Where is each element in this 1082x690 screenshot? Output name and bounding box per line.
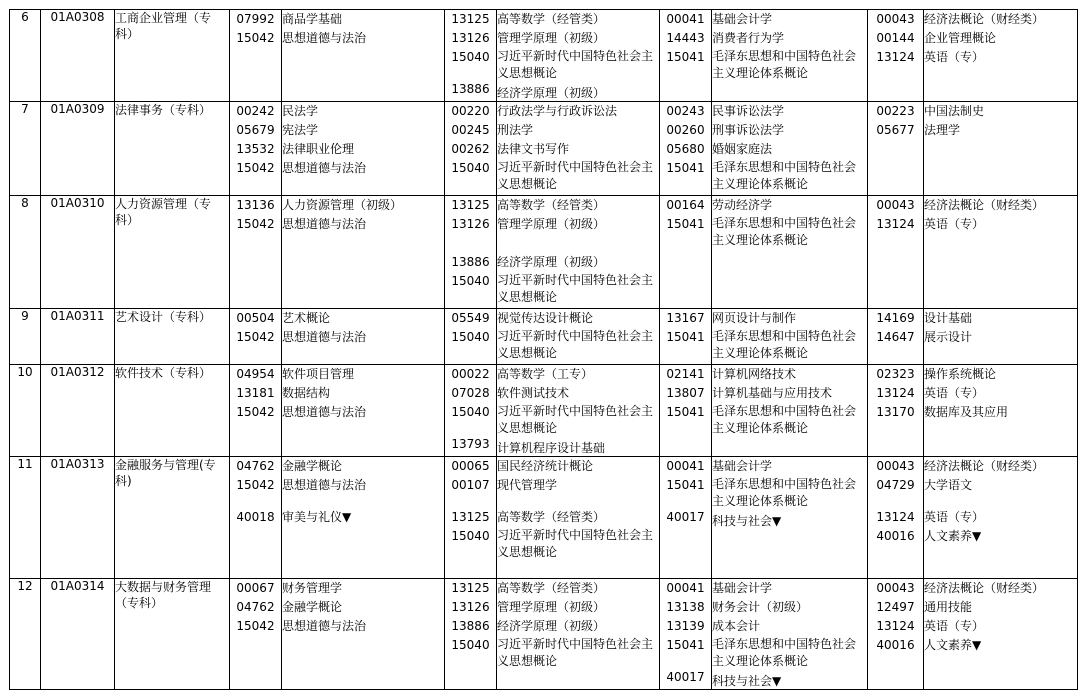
course-name: 审美与礼仪▼ xyxy=(282,510,352,524)
course-name: 毛泽东思想和中国特色社会主义理论体系概论 xyxy=(712,477,857,508)
course-names-col1 xyxy=(282,196,445,309)
course-code: 05680 xyxy=(666,142,705,156)
course-code: 05679 xyxy=(236,123,275,137)
course-code: 15041 xyxy=(666,478,705,492)
table-row xyxy=(10,309,1078,365)
table-row xyxy=(10,102,1078,196)
course-code: 14169 xyxy=(876,311,915,325)
course-name: 婚姻家庭法 xyxy=(712,142,773,156)
course-code: 15040 xyxy=(451,161,490,175)
course-code: 13170 xyxy=(876,405,915,419)
course-name: 经济学原理（初级） xyxy=(497,255,606,269)
course-name: 劳动经济学 xyxy=(712,198,773,212)
course-code: 13886 xyxy=(451,255,490,269)
course-code: 13136 xyxy=(236,198,275,212)
row-number: 11 xyxy=(10,457,41,579)
course-codes-col4 xyxy=(868,196,924,309)
course-name: 商品学基础 xyxy=(282,12,343,26)
spacer xyxy=(497,495,659,508)
course-name: 刑法学 xyxy=(497,123,534,137)
course-code: 04762 xyxy=(236,459,275,473)
course-name: 行政法学与行政诉讼法 xyxy=(497,104,618,118)
table-row xyxy=(10,196,1078,309)
major-code: 01A0314 xyxy=(41,579,115,690)
course-code: 07992 xyxy=(236,12,275,26)
course-names-col1 xyxy=(282,309,445,365)
course-names-col3 xyxy=(712,309,868,365)
course-name: 英语（专） xyxy=(924,386,985,400)
course-name: 法律文书写作 xyxy=(497,142,570,156)
course-name: 大学语文 xyxy=(924,478,973,492)
course-name: 展示设计 xyxy=(924,330,973,344)
course-name: 经济法概论（财经类） xyxy=(924,12,1045,26)
course-name: 思想道德与法治 xyxy=(282,217,367,231)
course-name: 高等数学（工专） xyxy=(497,367,594,381)
course-name: 数据结构 xyxy=(282,386,331,400)
course-names-col4 xyxy=(924,457,1078,579)
course-code: 15042 xyxy=(236,478,275,492)
course-name: 高等数学（经管类） xyxy=(497,198,606,212)
course-name: 高等数学（经管类） xyxy=(497,510,606,524)
course-names-col2 xyxy=(497,579,660,690)
course-code: 15040 xyxy=(451,330,490,344)
course-codes-col1 xyxy=(230,579,282,690)
course-name: 宪法学 xyxy=(282,123,319,137)
course-code: 15041 xyxy=(666,161,705,175)
course-code: 00164 xyxy=(666,198,705,212)
course-codes-col2 xyxy=(445,365,497,457)
course-name: 科技与社会▼ xyxy=(712,674,782,688)
course-code: 13124 xyxy=(876,510,915,524)
course-name: 企业管理概论 xyxy=(924,31,997,45)
course-names-col1 xyxy=(282,457,445,579)
course-code: 00067 xyxy=(236,581,275,595)
course-names-col1 xyxy=(282,365,445,457)
course-code: 15041 xyxy=(666,50,705,64)
course-code: 15042 xyxy=(236,31,275,45)
course-name: 法律职业伦理 xyxy=(282,142,355,156)
course-codes-col4 xyxy=(868,102,924,196)
course-name: 习近平新时代中国特色社会主义思想概论 xyxy=(497,404,654,435)
course-code: 13886 xyxy=(451,619,490,633)
course-name: 软件项目管理 xyxy=(282,367,355,381)
course-code: 00043 xyxy=(876,459,915,473)
major-code: 01A0312 xyxy=(41,365,115,457)
course-code: 40017 xyxy=(666,670,705,684)
course-name: 计算机网络技术 xyxy=(712,367,797,381)
major-code: 01A0309 xyxy=(41,102,115,196)
major-course-table xyxy=(9,9,1078,690)
course-codes-col1 xyxy=(230,102,282,196)
course-name: 民法学 xyxy=(282,104,319,118)
course-code: 00262 xyxy=(451,142,490,156)
row-number: 9 xyxy=(10,309,41,365)
course-code: 15040 xyxy=(451,50,490,64)
course-name: 数据库及其应用 xyxy=(924,405,1009,419)
course-codes-col2 xyxy=(445,579,497,690)
course-name: 习近平新时代中国特色社会主义思想概论 xyxy=(497,160,654,191)
row-number: 6 xyxy=(10,10,41,102)
course-code: 15041 xyxy=(666,330,705,344)
course-name: 习近平新时代中国特色社会主义思想概论 xyxy=(497,528,654,559)
course-name: 人文素养▼ xyxy=(924,638,982,652)
course-name: 经济学原理（初级） xyxy=(497,619,606,633)
major-name: 艺术设计（专科） xyxy=(115,309,230,365)
spacer xyxy=(445,67,496,80)
course-name: 毛泽东思想和中国特色社会主义理论体系概论 xyxy=(712,216,857,247)
course-name: 基础会计学 xyxy=(712,581,773,595)
course-codes-col4 xyxy=(868,365,924,457)
course-codes-col1 xyxy=(230,457,282,579)
course-codes-col2 xyxy=(445,457,497,579)
course-codes-col4 xyxy=(868,10,924,102)
course-name: 基础会计学 xyxy=(712,12,773,26)
spacer xyxy=(282,495,444,508)
course-code: 15040 xyxy=(451,638,490,652)
course-code: 13532 xyxy=(236,142,275,156)
course-code: 05677 xyxy=(876,123,915,137)
course-code: 00041 xyxy=(666,581,705,595)
course-names-col4 xyxy=(924,196,1078,309)
course-names-col1 xyxy=(282,10,445,102)
course-name: 经济法概论（财经类） xyxy=(924,198,1045,212)
course-code: 13124 xyxy=(876,619,915,633)
course-code: 40016 xyxy=(876,529,915,543)
course-code: 14443 xyxy=(666,31,705,45)
course-code: 15040 xyxy=(451,274,490,288)
course-names-col2 xyxy=(497,309,660,365)
course-code: 15042 xyxy=(236,217,275,231)
course-code: 14647 xyxy=(876,330,915,344)
course-name: 国民经济统计概论 xyxy=(497,459,594,473)
course-name: 思想道德与法治 xyxy=(282,330,367,344)
course-code: 15040 xyxy=(451,529,490,543)
spacer xyxy=(660,495,711,508)
course-code: 13126 xyxy=(451,217,490,231)
course-name: 习近平新时代中国特色社会主义思想概论 xyxy=(497,273,654,304)
major-name: 软件技术（专科） xyxy=(115,365,230,457)
course-name: 网页设计与制作 xyxy=(712,311,797,325)
course-code: 04762 xyxy=(236,600,275,614)
course-code: 04729 xyxy=(876,478,915,492)
major-code: 01A0311 xyxy=(41,309,115,365)
course-code: 13125 xyxy=(451,510,490,524)
course-names-col3 xyxy=(712,196,868,309)
course-names-col3 xyxy=(712,365,868,457)
row-number: 12 xyxy=(10,579,41,690)
table-row xyxy=(10,365,1078,457)
course-names-col3 xyxy=(712,579,868,690)
course-codes-col4 xyxy=(868,309,924,365)
course-name: 刑事诉讼法学 xyxy=(712,123,785,137)
course-name: 金融学概论 xyxy=(282,459,343,473)
course-code: 00243 xyxy=(666,104,705,118)
course-codes-col1 xyxy=(230,196,282,309)
course-name: 经济法概论（财经类） xyxy=(924,459,1045,473)
course-code: 13138 xyxy=(666,600,705,614)
course-name: 英语（专） xyxy=(924,619,985,633)
course-names-col3 xyxy=(712,457,868,579)
course-name: 英语（专） xyxy=(924,50,985,64)
course-name: 高等数学（经管类） xyxy=(497,581,606,595)
course-code: 00043 xyxy=(876,12,915,26)
course-code: 13139 xyxy=(666,619,705,633)
course-code: 00065 xyxy=(451,459,490,473)
major-name: 法律事务（专科） xyxy=(115,102,230,196)
course-name: 毛泽东思想和中国特色社会主义理论体系概论 xyxy=(712,49,857,80)
course-code: 13167 xyxy=(666,311,705,325)
course-code: 13126 xyxy=(451,31,490,45)
course-names-col2 xyxy=(497,365,660,457)
course-code: 00504 xyxy=(236,311,275,325)
major-name: 工商企业管理（专科） xyxy=(115,10,230,102)
course-code: 00107 xyxy=(451,478,490,492)
course-code: 40017 xyxy=(666,510,705,524)
course-codes-col3 xyxy=(660,196,712,309)
course-name: 毛泽东思想和中国特色社会主义理论体系概论 xyxy=(712,404,857,435)
course-names-col4 xyxy=(924,309,1078,365)
course-codes-col2 xyxy=(445,10,497,102)
course-codes-col3 xyxy=(660,365,712,457)
table-row xyxy=(10,457,1078,579)
course-code: 13126 xyxy=(451,600,490,614)
course-code: 15042 xyxy=(236,161,275,175)
course-name: 通用技能 xyxy=(924,600,973,614)
course-code: 15041 xyxy=(666,638,705,652)
course-name: 高等数学（经管类） xyxy=(497,12,606,26)
course-code: 00043 xyxy=(876,198,915,212)
course-name: 思想道德与法治 xyxy=(282,405,367,419)
spacer xyxy=(868,495,923,508)
spacer xyxy=(924,495,1077,508)
course-name: 计算机程序设计基础 xyxy=(497,441,606,455)
course-names-col3 xyxy=(712,10,868,102)
course-codes-col4 xyxy=(868,579,924,690)
course-code: 15041 xyxy=(666,405,705,419)
course-name: 毛泽东思想和中国特色社会主义理论体系概论 xyxy=(712,329,857,360)
course-name: 成本会计 xyxy=(712,619,761,633)
course-names-col1 xyxy=(282,102,445,196)
course-name: 中国法制史 xyxy=(924,104,985,118)
course-code: 13125 xyxy=(451,12,490,26)
course-codes-col4 xyxy=(868,457,924,579)
spacer xyxy=(445,422,496,435)
course-codes-col2 xyxy=(445,309,497,365)
course-name: 现代管理学 xyxy=(497,478,558,492)
course-names-col4 xyxy=(924,10,1078,102)
course-name: 人文素养▼ xyxy=(924,529,982,543)
course-name: 思想道德与法治 xyxy=(282,619,367,633)
course-name: 消费者行为学 xyxy=(712,31,785,45)
spacer xyxy=(660,655,711,668)
course-name: 毛泽东思想和中国特色社会主义理论体系概论 xyxy=(712,637,857,668)
course-code: 02141 xyxy=(666,367,705,381)
course-code: 13886 xyxy=(451,82,490,96)
major-code: 01A0313 xyxy=(41,457,115,579)
course-code: 00022 xyxy=(451,367,490,381)
course-name: 基础会计学 xyxy=(712,459,773,473)
major-name: 大数据与财务管理（专科） xyxy=(115,579,230,690)
course-code: 04954 xyxy=(236,367,275,381)
course-code: 00144 xyxy=(876,31,915,45)
spacer xyxy=(230,495,281,508)
course-code: 13807 xyxy=(666,386,705,400)
course-name: 经济法概论（财经类） xyxy=(924,581,1045,595)
course-name: 管理学原理（初级） xyxy=(497,600,606,614)
course-codes-col1 xyxy=(230,309,282,365)
spacer xyxy=(497,234,659,253)
course-name: 人力资源管理（初级） xyxy=(282,198,403,212)
spacer xyxy=(445,495,496,508)
course-code: 15042 xyxy=(236,330,275,344)
course-code: 13793 xyxy=(451,437,490,451)
course-name: 管理学原理（初级） xyxy=(497,31,606,45)
course-name: 英语（专） xyxy=(924,510,985,524)
course-codes-col2 xyxy=(445,102,497,196)
course-code: 00220 xyxy=(451,104,490,118)
row-number: 7 xyxy=(10,102,41,196)
course-code: 00242 xyxy=(236,104,275,118)
table-row xyxy=(10,579,1078,690)
course-codes-col3 xyxy=(660,102,712,196)
course-codes-col3 xyxy=(660,309,712,365)
course-name: 习近平新时代中国特色社会主义思想概论 xyxy=(497,637,654,668)
major-code: 01A0308 xyxy=(41,10,115,102)
course-code: 02323 xyxy=(876,367,915,381)
course-name: 思想道德与法治 xyxy=(282,31,367,45)
course-names-col4 xyxy=(924,365,1078,457)
course-name: 法理学 xyxy=(924,123,961,137)
major-name: 金融服务与管理(专科) xyxy=(115,457,230,579)
course-names-col3 xyxy=(712,102,868,196)
course-codes-col2 xyxy=(445,196,497,309)
course-name: 经济学原理（初级） xyxy=(497,86,606,100)
course-code: 13181 xyxy=(236,386,275,400)
course-code: 05549 xyxy=(451,311,490,325)
course-names-col2 xyxy=(497,196,660,309)
course-name: 视觉传达设计概论 xyxy=(497,311,594,325)
table-row xyxy=(10,10,1078,102)
course-name: 艺术概论 xyxy=(282,311,331,325)
course-code: 40016 xyxy=(876,638,915,652)
course-name: 财务会计（初级） xyxy=(712,600,809,614)
course-name: 管理学原理（初级） xyxy=(497,217,606,231)
course-name: 民事诉讼法学 xyxy=(712,104,785,118)
course-code: 00041 xyxy=(666,459,705,473)
course-names-col2 xyxy=(497,10,660,102)
course-codes-col1 xyxy=(230,365,282,457)
course-names-col1 xyxy=(282,579,445,690)
course-code: 15041 xyxy=(666,217,705,231)
course-code: 40018 xyxy=(236,510,275,524)
row-number: 10 xyxy=(10,365,41,457)
course-code: 15040 xyxy=(451,405,490,419)
course-code: 00041 xyxy=(666,12,705,26)
course-codes-col3 xyxy=(660,457,712,579)
course-code: 00223 xyxy=(876,104,915,118)
course-code: 13124 xyxy=(876,386,915,400)
course-code: 07028 xyxy=(451,386,490,400)
major-code: 01A0310 xyxy=(41,196,115,309)
course-name: 英语（专） xyxy=(924,217,985,231)
course-code: 15042 xyxy=(236,619,275,633)
row-number: 8 xyxy=(10,196,41,309)
major-name: 人力资源管理（专科） xyxy=(115,196,230,309)
course-code: 12497 xyxy=(876,600,915,614)
course-codes-col1 xyxy=(230,10,282,102)
course-name: 操作系统概论 xyxy=(924,367,997,381)
course-names-col2 xyxy=(497,102,660,196)
course-name: 习近平新时代中国特色社会主义思想概论 xyxy=(497,49,654,80)
course-name: 科技与社会▼ xyxy=(712,514,782,528)
course-names-col4 xyxy=(924,102,1078,196)
course-name: 毛泽东思想和中国特色社会主义理论体系概论 xyxy=(712,160,857,191)
course-name: 软件测试技术 xyxy=(497,386,570,400)
course-names-col2 xyxy=(497,457,660,579)
course-name: 设计基础 xyxy=(924,311,973,325)
course-code: 15042 xyxy=(236,405,275,419)
spacer xyxy=(445,234,496,253)
course-name: 财务管理学 xyxy=(282,581,343,595)
course-name: 计算机基础与应用技术 xyxy=(712,386,833,400)
course-code: 00260 xyxy=(666,123,705,137)
course-name: 思想道德与法治 xyxy=(282,478,367,492)
course-name: 习近平新时代中国特色社会主义思想概论 xyxy=(497,329,654,360)
course-code: 13125 xyxy=(451,198,490,212)
course-names-col4 xyxy=(924,579,1078,690)
course-code: 13124 xyxy=(876,50,915,64)
course-name: 思想道德与法治 xyxy=(282,161,367,175)
course-codes-col3 xyxy=(660,10,712,102)
course-codes-col3 xyxy=(660,579,712,690)
course-code: 13125 xyxy=(451,581,490,595)
course-code: 13124 xyxy=(876,217,915,231)
course-name: 金融学概论 xyxy=(282,600,343,614)
course-code: 00043 xyxy=(876,581,915,595)
course-code: 00245 xyxy=(451,123,490,137)
